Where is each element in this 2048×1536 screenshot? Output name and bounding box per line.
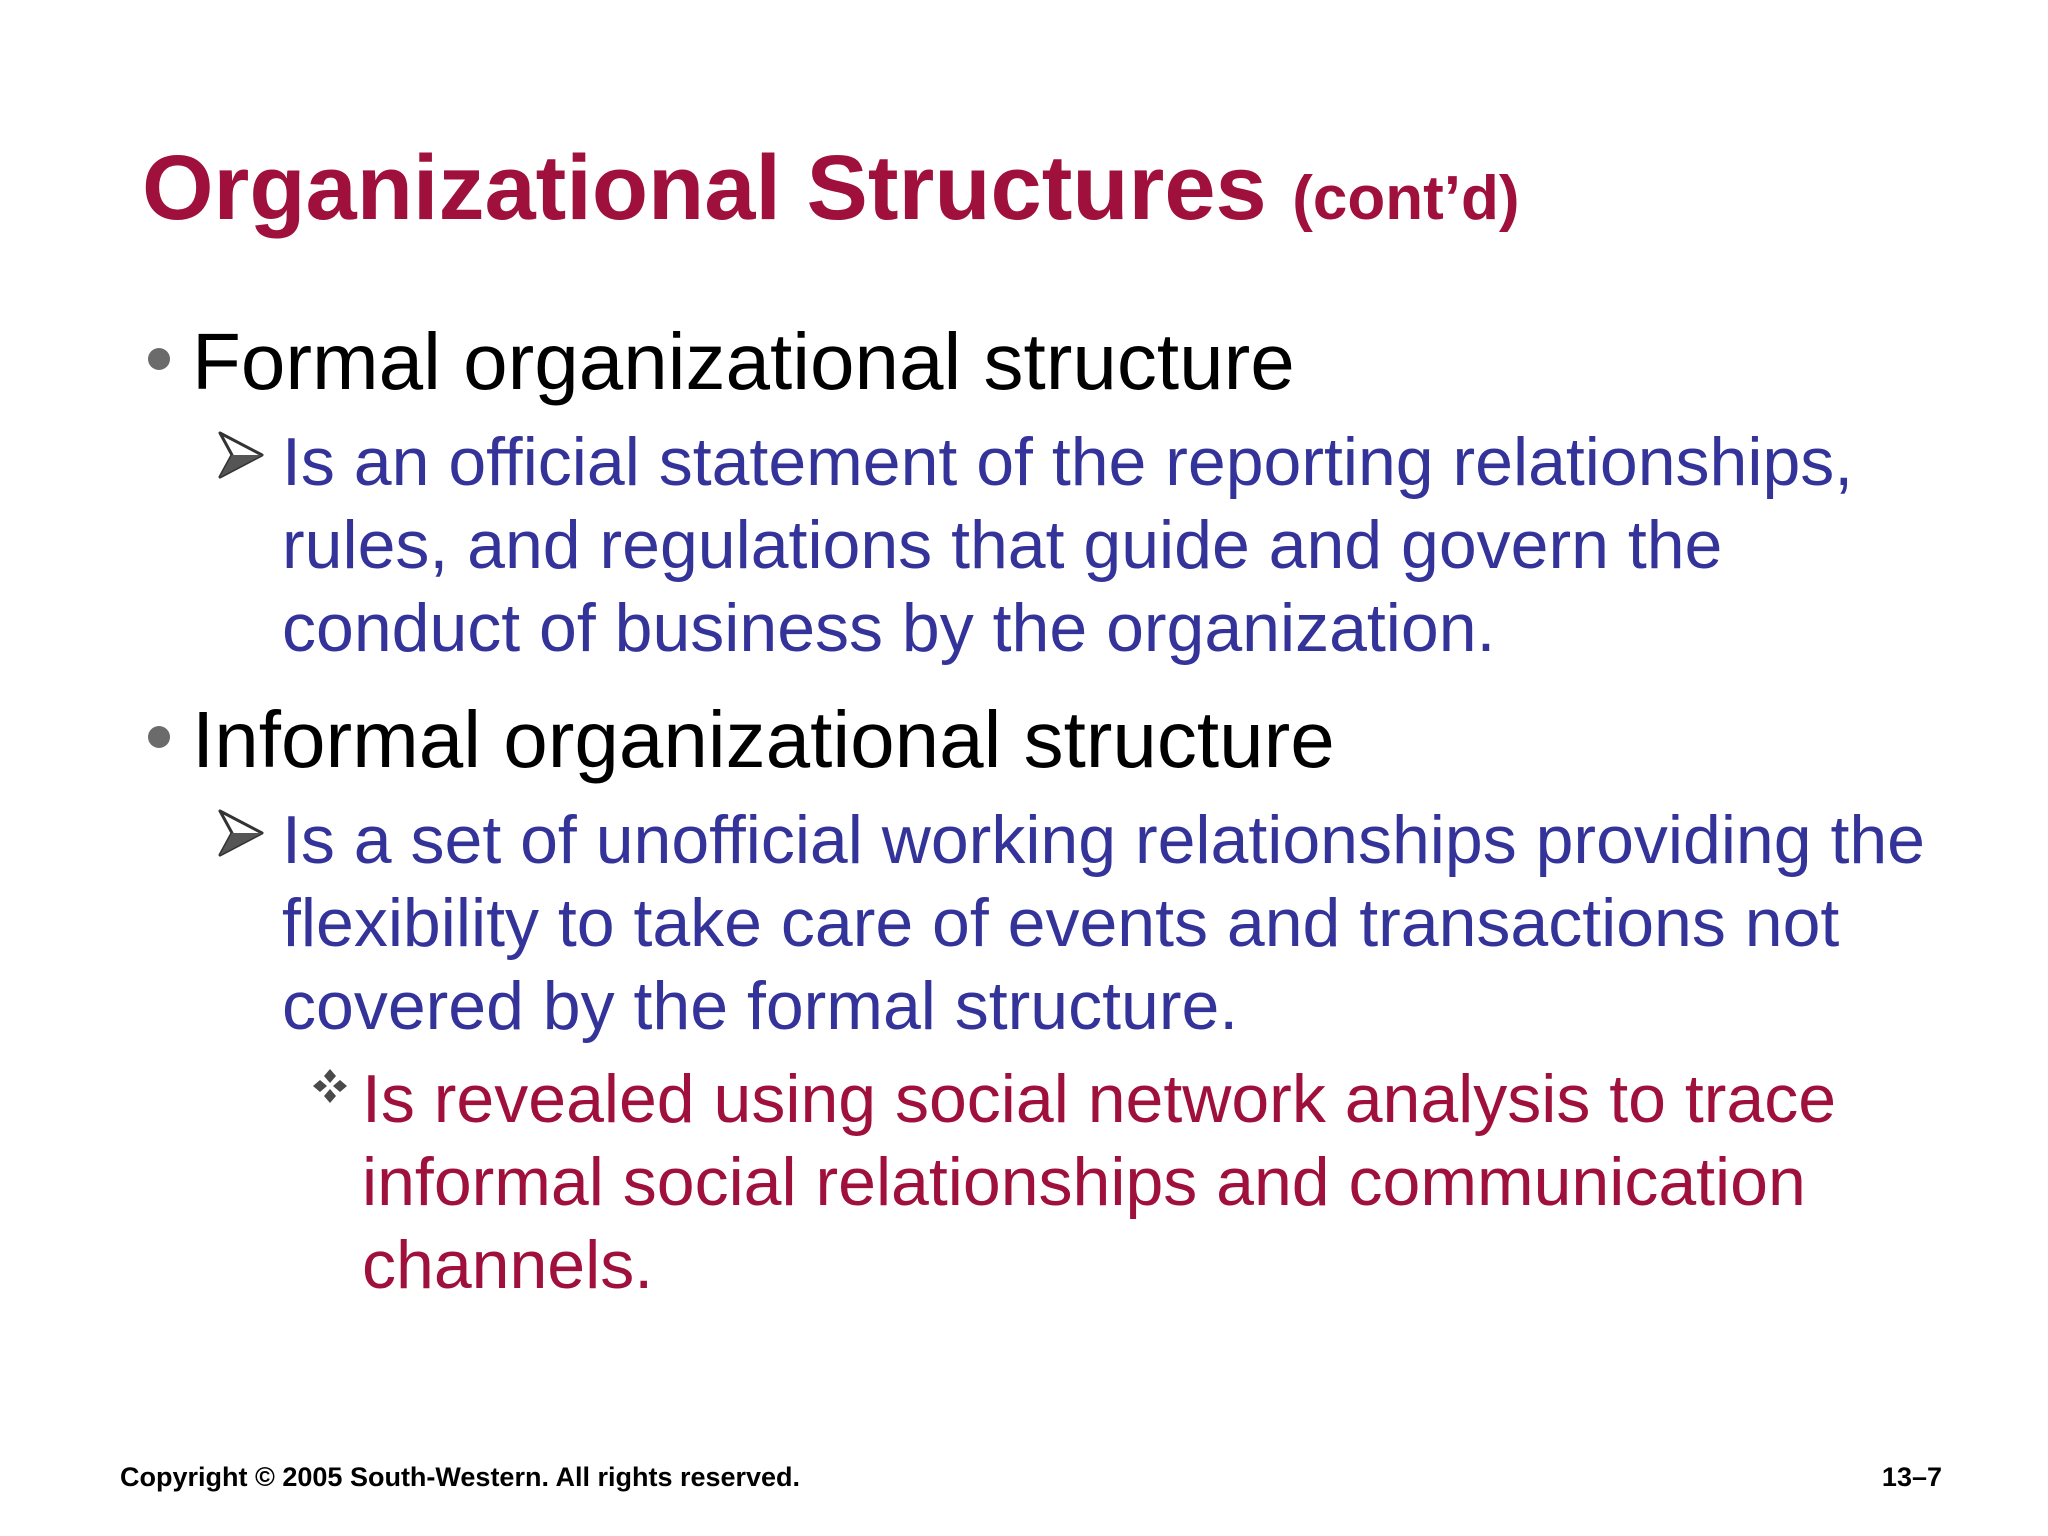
bullet-dot-icon <box>148 726 170 748</box>
bullet-item-formal <box>140 317 1940 406</box>
sub-bullet-formal-definition <box>282 421 1940 670</box>
title-suffix: (cont’d) <box>1292 164 1520 233</box>
title-main: Organizational Structures <box>142 137 1267 239</box>
bullet-dot-icon <box>148 348 170 370</box>
sub-bullet-text: Is an official statement of the reporting relationships, rules, and regulations that guide and govern the conduct of business by the organization. <box>282 423 1854 666</box>
slide-title <box>142 138 1520 239</box>
arrow-bullet-icon <box>216 807 266 859</box>
sub-sub-bullet-social-network <box>362 1058 1940 1307</box>
sub-bullet-informal-definition <box>282 799 1940 1048</box>
arrow-bullet-icon <box>216 429 266 481</box>
bullet-item-informal <box>140 694 1940 784</box>
bullet-text: Formal organizational structure <box>192 317 1295 406</box>
sub-sub-bullet-text: Is revealed using social network analysis to trace informal social relationships and communication channels. <box>362 1060 1837 1303</box>
bullet-text: Informal organizational structure <box>192 694 1335 784</box>
four-diamond-bullet-icon <box>312 1068 348 1104</box>
copyright-notice: Copyright © 2005 South-Western. All rights reserved. <box>120 1462 801 1492</box>
bullet-list <box>140 317 1940 1307</box>
slide-number: 13–7 <box>1881 1462 1942 1492</box>
sub-bullet-text: Is a set of unofficial working relationships providing the flexibility to take care of events and transactions not covered by the formal structure. <box>282 801 1925 1044</box>
